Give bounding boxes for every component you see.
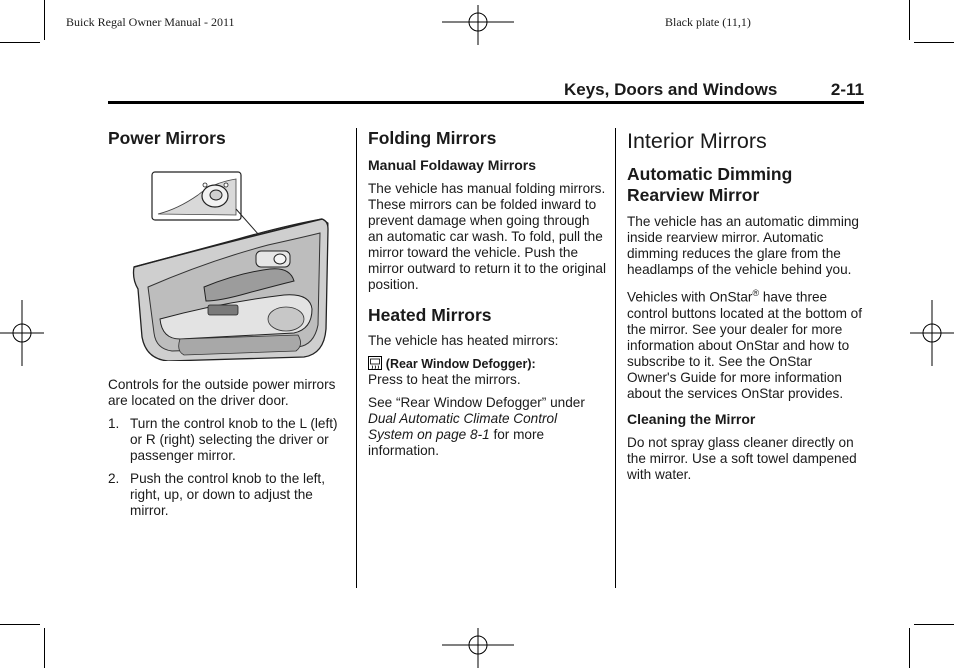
subheading-manual-foldaway: Manual Foldaway Mirrors (368, 157, 537, 173)
list-item (108, 471, 344, 519)
power-mirrors-steps (108, 416, 344, 519)
auto-dimming-text: The vehicle has an automatic dimming inside rearview mirror. Automatic dimming reduces the glare from the headlamps of the vehicle behind you. (627, 214, 859, 277)
defogger-paragraph (368, 356, 606, 388)
see-reference-paragraph (368, 395, 606, 459)
section-title-heated-mirrors: Heated Mirrors (368, 305, 492, 325)
door-panel-illustration (108, 169, 344, 361)
registration-mark-top (442, 5, 514, 45)
plate-manual-title: Buick Regal Owner Manual - 2011 (66, 15, 235, 29)
registration-mark-bottom (442, 628, 514, 668)
defogger-text: Press to heat the mirrors. (368, 372, 521, 387)
subheading-cleaning-mirror: Cleaning the Mirror (627, 410, 756, 427)
step-number: 2. (108, 471, 120, 486)
see-text-end: for more information. (368, 427, 545, 458)
step-text: Push the control knob to the left, right, up, or down to adjust the mirror. (130, 471, 325, 518)
step-text: Turn the control knob to the L (left) or R (right) selecting the driver or passenger mirror. (130, 416, 338, 463)
power-mirrors-intro: Controls for the outside power mirrors are located on the driver door. (108, 377, 336, 408)
registration-mark-right (910, 300, 954, 366)
see-text: See “Rear Window Defogger” under (368, 395, 585, 410)
cross-reference-link[interactable]: Dual Automatic Climate Control System on page 8-1 (368, 411, 558, 442)
step-number: 1. (108, 416, 120, 431)
onstar-paragraph (627, 285, 864, 402)
list-item (108, 416, 344, 464)
column-divider-2 (615, 128, 616, 588)
header-page-number: 2-11 (830, 80, 864, 99)
onstar-text-start: Vehicles with OnStar (627, 289, 753, 305)
rear-defogger-icon (368, 356, 382, 370)
column-interior-mirrors (627, 128, 864, 483)
cleaning-mirror-text: Do not spray glass cleaner directly on the mirror. Use a soft towel dampened with water. (627, 434, 857, 482)
heated-mirrors-text: The vehicle has heated mirrors: (368, 333, 559, 348)
onstar-text-rest: have three control buttons located at the bottom of the mirror. See your dealer for more information about OnStar and how to subscribe to it. See the OnStar Owner's Guide for more information about the services OnStar provides. (627, 289, 863, 401)
section-title-interior-mirrors: Interior Mirrors (627, 129, 767, 153)
column-folding-mirrors (368, 128, 606, 459)
folding-mirrors-text: The vehicle has manual folding mirrors. These mirrors can be folded inward to prevent damage when going through an automatic car wash. To fold, pull the mirror toward the vehicle. Push the mirror outward to return it to the original position. (368, 181, 606, 292)
subsection-title-auto-dimming: Automatic Dimming Rearview Mirror (627, 164, 793, 205)
column-power-mirrors (108, 128, 344, 526)
plate-label: Black plate (11,1) (665, 15, 751, 29)
section-title-folding-mirrors: Folding Mirrors (368, 128, 497, 148)
header-section: Keys, Doors and Windows (564, 80, 778, 99)
defogger-label: (Rear Window Defogger): (385, 357, 536, 371)
section-title-power-mirrors: Power Mirrors (108, 128, 226, 148)
running-header (108, 80, 864, 102)
registration-mark-left (0, 300, 44, 366)
registered-mark: ® (752, 288, 760, 298)
header-rule (108, 101, 864, 104)
column-divider-1 (356, 128, 357, 588)
